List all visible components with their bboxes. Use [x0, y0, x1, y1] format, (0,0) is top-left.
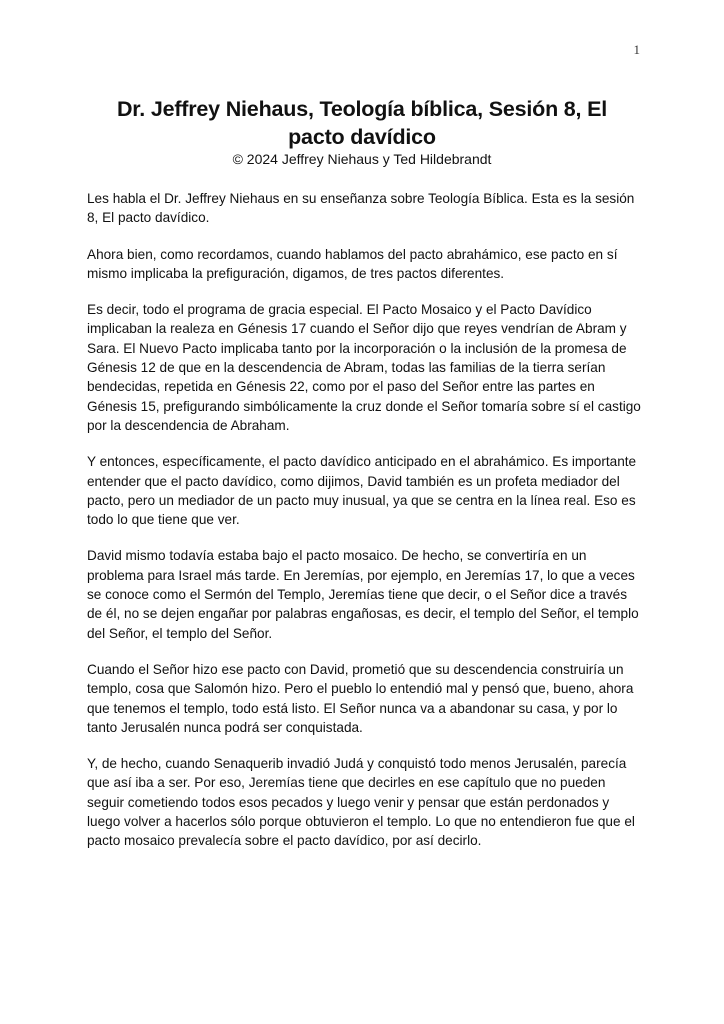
- paragraph: Les habla el Dr. Jeffrey Niehaus en su enseñanza sobre Teología Bíblica. Esta es la sesión 8, El pacto davídico.: [87, 191, 635, 226]
- page-number: 1: [633, 42, 640, 57]
- paragraph: Y entonces, específicamente, el pacto davídico anticipado en el abrahámico. Es importante entender que el pacto davídico, como dijimos, David también es un profeta mediador del pacto, pero un mediador de un pacto muy inusual, ya que se centra en la línea real. Eso es todo lo que tiene que ver.: [87, 454, 637, 528]
- paragraph: Es decir, todo el programa de gracia especial. El Pacto Mosaico y el Pacto Davídico implicaban la realeza en Génesis 17 cuando el Señor dijo que reyes vendrían de Abram y Sara. El Nuevo Pacto implicaba tanto por la incorporación o la inclusión de la promesa de Génesis 12 de que en la descendencia de Abram, todas las familias de la tierra serían bendecidas, repetida en Génesis 22, como por el paso del Señor entre las partes en Génesis 15, prefigurando simbólicamente la cruz donde el Señor tomaría sobre sí el castigo por la descendencia de Abraham.: [87, 302, 641, 433]
- paragraph: Y, de hecho, cuando Senaquerib invadió Judá y conquistó todo menos Jerusalén, parecía que así iba a ser. Por eso, Jeremías tiene que decirles en ese capítulo que no pueden seguir cometiendo todos esos pecados y luego venir y pensar que están perdonados y luego volver a hacerlos sólo porque obtuvieron el templo. Lo que no entendieron fue que el pacto mosaico prevalecía sobre el pacto davídico, por así decirlo.: [87, 756, 635, 849]
- paragraph: Cuando el Señor hizo ese pacto con David, prometió que su descendencia construiría un templo, cosa que Salomón hizo. Pero el pueblo lo entendió mal y pensó que, bueno, ahora que tenemos el templo, todo está listo. El Señor nunca va a abandonar su casa, y por lo tanto Jerusalén nunca podrá ser conquistada.: [87, 661, 634, 735]
- document-body: [87, 189, 643, 868]
- document-title: Dr. Jeffrey Niehaus, Teología bíblica, Sesión 8, El pacto davídico: [116, 97, 608, 149]
- paragraph: Ahora bien, como recordamos, cuando hablamos del pacto abrahámico, ese pacto en sí mismo implicaba la prefiguración, digamos, de tres pactos diferentes.: [87, 246, 618, 281]
- paragraph: David mismo todavía estaba bajo el pacto mosaico. De hecho, se convertiría en un problema para Israel más tarde. En Jeremías, por ejemplo, en Jeremías 17, lo que a veces se conoce como el Sermón del Templo, Jeremías tiene que decir, o el Señor dice a través de él, no se dejen engañar por palabras engañosas, es decir, el templo del Señor, el templo del Señor, el templo del Señor.: [87, 548, 639, 641]
- copyright-line: © 2024 Jeffrey Niehaus y Ted Hildebrandt: [232, 151, 492, 167]
